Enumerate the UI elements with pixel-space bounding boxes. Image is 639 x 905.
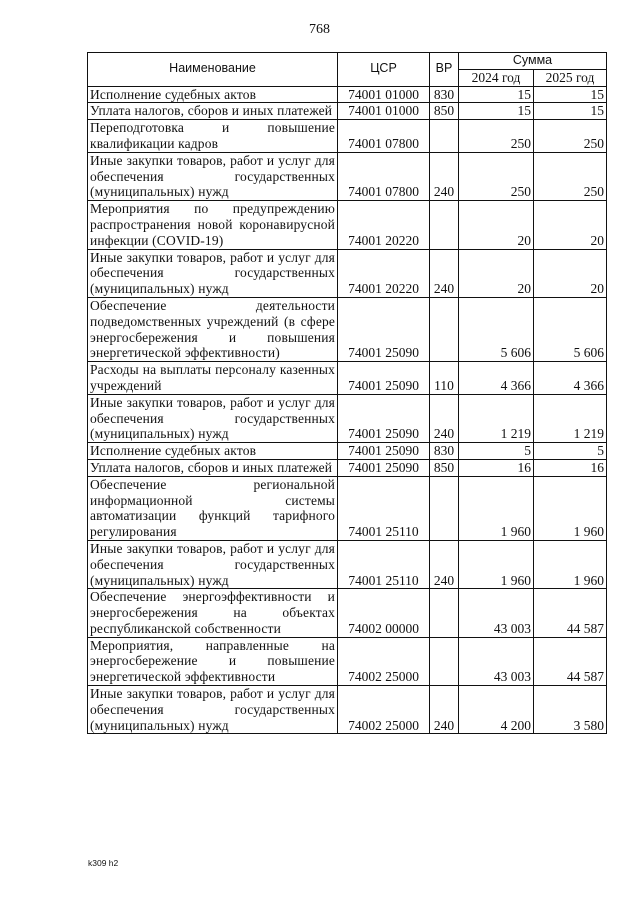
table-row xyxy=(88,686,607,734)
column-header-2025: 2025 год xyxy=(534,69,607,86)
cell-csr: 74001 01000 xyxy=(338,86,430,103)
column-header-csr: ЦСР xyxy=(338,53,430,87)
cell-2024: 1 960 xyxy=(459,476,534,540)
cell-2025: 20 xyxy=(534,201,607,249)
cell-vr xyxy=(430,476,459,540)
table-row xyxy=(88,589,607,637)
cell-vr: 830 xyxy=(430,443,459,460)
cell-2024: 250 xyxy=(459,120,534,153)
cell-csr: 74001 25090 xyxy=(338,459,430,476)
cell-vr: 240 xyxy=(430,394,459,442)
cell-name: Иные закупки товаров, работ и услуг для обеспечения государственных (муниципальных) нужд xyxy=(88,540,338,588)
cell-name: Расходы на выплаты персоналу казенных учреждений xyxy=(88,362,338,395)
cell-2025: 5 606 xyxy=(534,297,607,361)
cell-2024: 20 xyxy=(459,201,534,249)
cell-2024: 1 960 xyxy=(459,540,534,588)
column-header-2024: 2024 год xyxy=(459,69,534,86)
table-body xyxy=(88,86,607,734)
cell-csr: 74001 25090 xyxy=(338,443,430,460)
footer-code: k309 h2 xyxy=(88,858,119,868)
cell-name: Исполнение судебных актов xyxy=(88,86,338,103)
table-row xyxy=(88,297,607,361)
cell-vr: 830 xyxy=(430,86,459,103)
cell-vr xyxy=(430,120,459,153)
cell-2024: 43 003 xyxy=(459,637,534,685)
cell-2025: 20 xyxy=(534,249,607,297)
cell-2024: 4 366 xyxy=(459,362,534,395)
cell-csr: 74002 25000 xyxy=(338,637,430,685)
cell-2024: 1 219 xyxy=(459,394,534,442)
cell-csr: 74001 25110 xyxy=(338,476,430,540)
cell-2025: 44 587 xyxy=(534,589,607,637)
cell-name: Иные закупки товаров, работ и услуг для обеспечения государственных (муниципальных) нужд xyxy=(88,686,338,734)
cell-2025: 250 xyxy=(534,120,607,153)
table-row xyxy=(88,540,607,588)
cell-vr: 240 xyxy=(430,540,459,588)
cell-name: Мероприятия, направленные на энергосбережение и повышение энергетической эффективности xyxy=(88,637,338,685)
cell-name: Мероприятия по предупреждению распространения новой коронавирусной инфекции (COVID-19) xyxy=(88,201,338,249)
table-row xyxy=(88,443,607,460)
cell-2025: 1 960 xyxy=(534,476,607,540)
cell-csr: 74001 20220 xyxy=(338,249,430,297)
cell-2025: 16 xyxy=(534,459,607,476)
cell-2024: 4 200 xyxy=(459,686,534,734)
cell-vr: 240 xyxy=(430,152,459,200)
cell-2024: 43 003 xyxy=(459,589,534,637)
cell-2024: 16 xyxy=(459,459,534,476)
table-row xyxy=(88,637,607,685)
cell-vr: 850 xyxy=(430,103,459,120)
cell-2024: 20 xyxy=(459,249,534,297)
cell-csr: 74002 25000 xyxy=(338,686,430,734)
cell-2025: 5 xyxy=(534,443,607,460)
cell-2024: 15 xyxy=(459,86,534,103)
cell-csr: 74001 25090 xyxy=(338,362,430,395)
table-row xyxy=(88,362,607,395)
cell-csr: 74001 01000 xyxy=(338,103,430,120)
cell-name: Обеспечение энергоэффективности и энергосбережения на объектах республиканской собственности xyxy=(88,589,338,637)
cell-name: Переподготовка и повышение квалификации кадров xyxy=(88,120,338,153)
cell-2024: 5 606 xyxy=(459,297,534,361)
column-header-sum: Сумма xyxy=(459,53,607,70)
cell-vr xyxy=(430,297,459,361)
column-header-vr: ВР xyxy=(430,53,459,87)
cell-2025: 15 xyxy=(534,86,607,103)
table-row xyxy=(88,394,607,442)
table-row xyxy=(88,120,607,153)
cell-vr xyxy=(430,201,459,249)
cell-vr xyxy=(430,637,459,685)
table-row xyxy=(88,86,607,103)
cell-2025: 3 580 xyxy=(534,686,607,734)
table-row xyxy=(88,152,607,200)
table-row xyxy=(88,103,607,120)
cell-name: Иные закупки товаров, работ и услуг для обеспечения государственных (муниципальных) нужд xyxy=(88,152,338,200)
cell-csr: 74001 07800 xyxy=(338,152,430,200)
cell-2025: 4 366 xyxy=(534,362,607,395)
cell-csr: 74001 25090 xyxy=(338,297,430,361)
table-row xyxy=(88,476,607,540)
budget-table xyxy=(87,52,607,734)
cell-name: Исполнение судебных актов xyxy=(88,443,338,460)
cell-name: Иные закупки товаров, работ и услуг для обеспечения государственных (муниципальных) нужд xyxy=(88,249,338,297)
table-header xyxy=(88,53,607,87)
cell-vr: 850 xyxy=(430,459,459,476)
cell-vr: 110 xyxy=(430,362,459,395)
column-header-name: Наименование xyxy=(88,53,338,87)
cell-vr xyxy=(430,589,459,637)
cell-csr: 74001 25090 xyxy=(338,394,430,442)
cell-name: Обеспечение деятельности подведомственных учреждений (в сфере энергосбережения и повышения энергетической эффективности) xyxy=(88,297,338,361)
page-number: 768 xyxy=(309,22,330,37)
cell-2024: 250 xyxy=(459,152,534,200)
cell-name: Уплата налогов, сборов и иных платежей xyxy=(88,103,338,120)
cell-2025: 250 xyxy=(534,152,607,200)
cell-csr: 74002 00000 xyxy=(338,589,430,637)
cell-2025: 1 960 xyxy=(534,540,607,588)
table-row xyxy=(88,459,607,476)
cell-csr: 74001 20220 xyxy=(338,201,430,249)
cell-2025: 15 xyxy=(534,103,607,120)
table-row xyxy=(88,249,607,297)
header-row xyxy=(88,53,607,70)
cell-csr: 74001 25110 xyxy=(338,540,430,588)
cell-name: Уплата налогов, сборов и иных платежей xyxy=(88,459,338,476)
cell-name: Иные закупки товаров, работ и услуг для обеспечения государственных (муниципальных) нужд xyxy=(88,394,338,442)
cell-2025: 1 219 xyxy=(534,394,607,442)
table-row xyxy=(88,201,607,249)
cell-2025: 44 587 xyxy=(534,637,607,685)
cell-csr: 74001 07800 xyxy=(338,120,430,153)
cell-vr: 240 xyxy=(430,249,459,297)
cell-name: Обеспечение региональной информационной системы автоматизации функций тарифного регулирования xyxy=(88,476,338,540)
cell-2024: 5 xyxy=(459,443,534,460)
cell-2024: 15 xyxy=(459,103,534,120)
cell-vr: 240 xyxy=(430,686,459,734)
